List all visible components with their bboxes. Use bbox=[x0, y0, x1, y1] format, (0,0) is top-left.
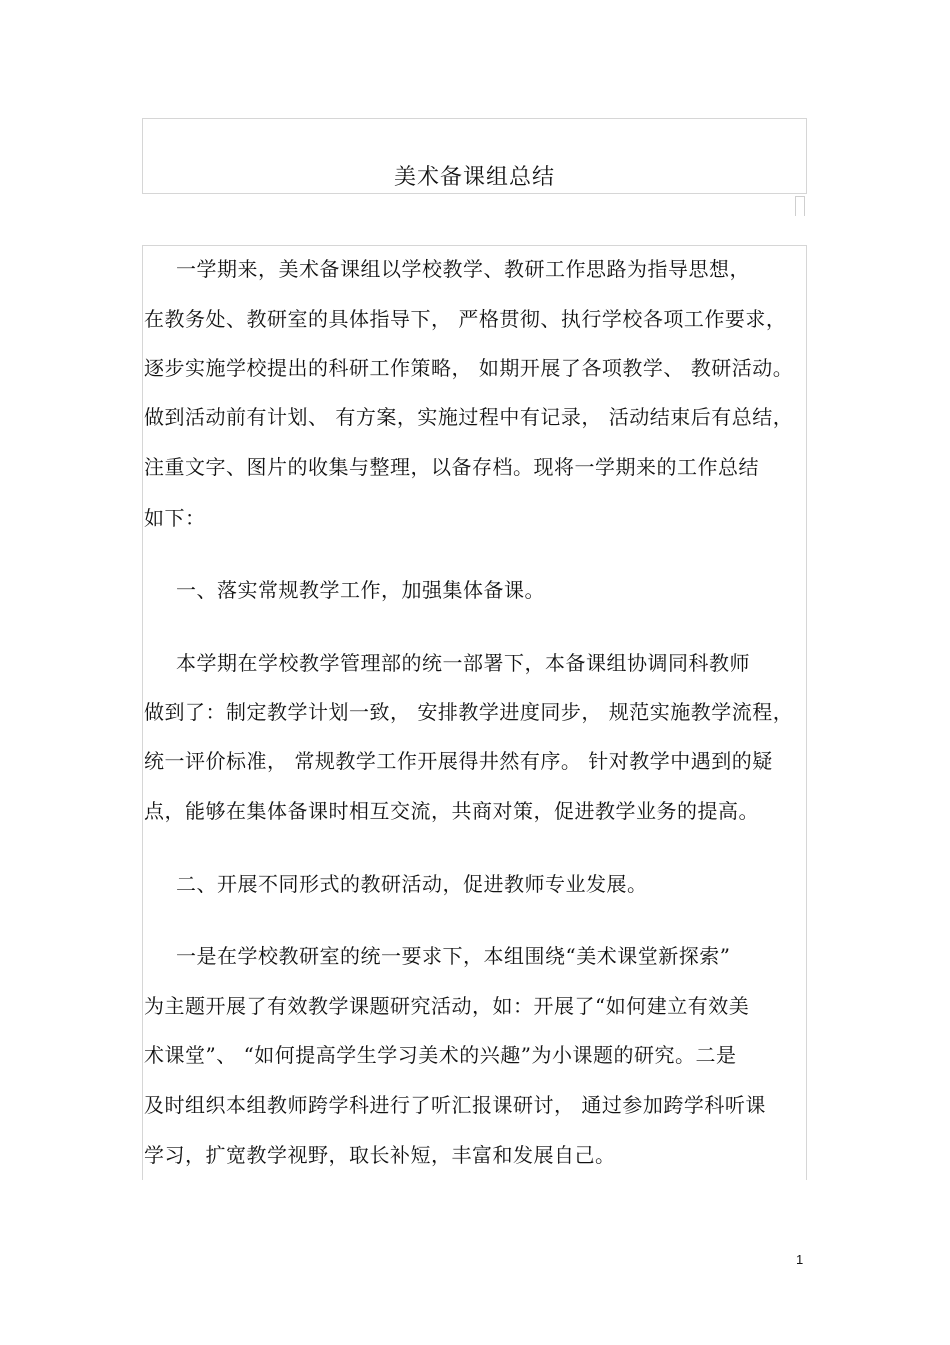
section-heading: 一、落实常规教学工作，加强集体备课。 bbox=[176, 578, 545, 602]
page-number: 1 bbox=[796, 1252, 804, 1267]
paragraph-line: 学习，扩宽教学视野，取长补短，丰富和发展自己。 bbox=[144, 1143, 616, 1167]
paragraph-line: 及时组织本组教师跨学科进行了听汇报课研讨， 通过参加跨学科听课 bbox=[144, 1093, 766, 1117]
text-cursor-marker bbox=[795, 196, 805, 216]
paragraph-line: 为主题开展了有效教学课题研究活动，如：开展了“如何建立有效美 bbox=[144, 994, 750, 1018]
section-heading: 二、开展不同形式的教研活动，促进教师专业发展。 bbox=[176, 872, 648, 896]
paragraph-line: 本学期在学校教学管理部的统一部署下，本备课组协调同科教师 bbox=[176, 651, 750, 675]
paragraph-line: 一是在学校教研室的统一要求下，本组围绕“美术课堂新探索” bbox=[176, 944, 731, 968]
paragraph-line: 做到活动前有计划、 有方案，实施过程中有记录， 活动结束后有总结， bbox=[144, 405, 794, 429]
paragraph-line: 逐步实施学校提出的科研工作策略， 如期开展了各项教学、 教研活动。 bbox=[144, 356, 794, 380]
paragraph-line: 在教务处、教研室的具体指导下， 严格贯彻、执行学校各项工作要求， bbox=[144, 307, 787, 331]
paragraph-line: 注重文字、图片的收集与整理，以备存档。现将一学期来的工作总结 bbox=[144, 455, 759, 479]
paragraph-line: 点，能够在集体备课时相互交流，共商对策，促进教学业务的提高。 bbox=[144, 799, 759, 823]
paragraph-line: 做到了：制定教学计划一致， 安排教学进度同步， 规范实施教学流程， bbox=[144, 700, 794, 724]
paragraph-line: 统一评价标准， 常规教学工作开展得井然有序。 针对教学中遇到的疑 bbox=[144, 749, 773, 773]
paragraph-line: 一学期来，美术备课组以学校教学、教研工作思路为指导思想， bbox=[176, 257, 750, 281]
paragraph-line: 术课堂”、 “如何提高学生学习美术的兴趣”为小课题的研究。二是 bbox=[144, 1043, 737, 1067]
paragraph-line: 如下： bbox=[144, 506, 206, 530]
document-title: 美术备课组总结 bbox=[393, 165, 555, 190]
